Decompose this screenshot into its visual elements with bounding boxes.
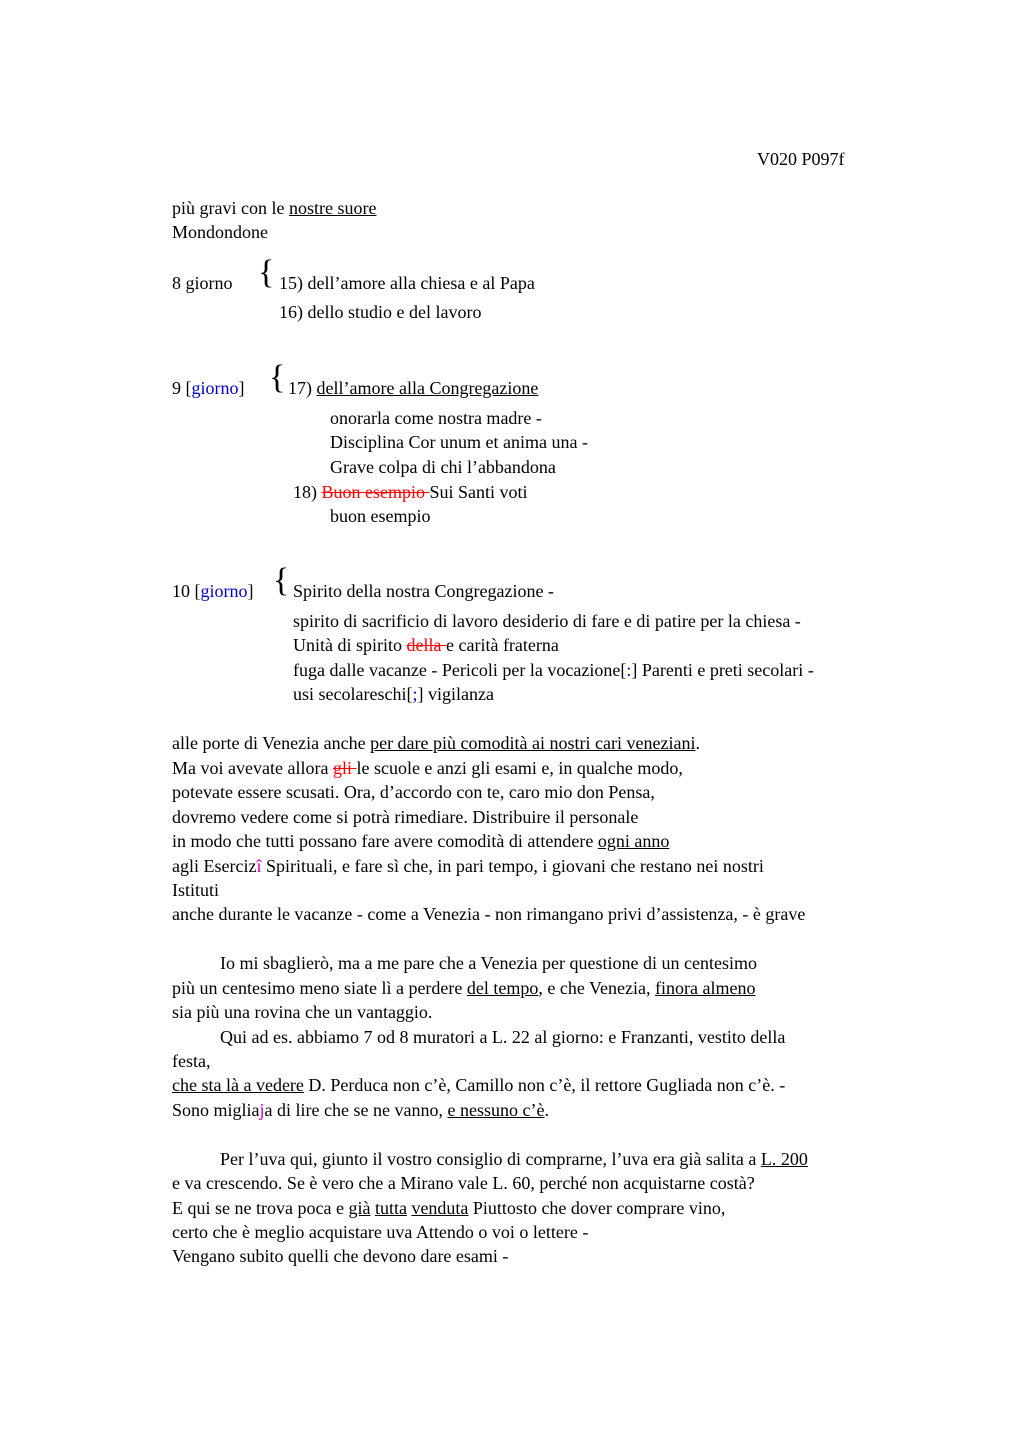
day-8-item-16: 16) dello studio e del lavoro [279, 302, 482, 322]
bracket-close: ] [247, 581, 254, 601]
day-8-item-15: 15) dell’amore alla chiesa e al Papa [279, 273, 535, 293]
editorial-insert: ; [412, 684, 418, 704]
body-line [172, 732, 700, 754]
day-10-line-5 [293, 683, 494, 705]
day-number: 10 [ [172, 581, 201, 601]
intro-line-1 [172, 197, 376, 219]
line-text: agli Esercizî [172, 856, 262, 876]
bracket-close: ] [238, 378, 245, 398]
editorial-insert: giorno [200, 581, 248, 601]
line-text: Unità di spirito [293, 635, 407, 655]
line-text: alle porte di Venezia anche [172, 733, 371, 753]
editorial-insert: giorno [191, 378, 239, 398]
day-9-sub-2: Disciplina Cor unum et anima una - [330, 432, 588, 452]
line-text: in modo che tutti possano fare avere comodità di attendere [172, 831, 598, 851]
deleted-text: della [406, 635, 446, 655]
line-text: Sono miglia [172, 1100, 260, 1120]
brace-icon: { [273, 562, 290, 599]
correction-insert: j [259, 1100, 265, 1120]
day-9-sub-1: onorarla come nostra madre - [330, 408, 542, 428]
underlined-text: già [348, 1198, 371, 1218]
brace-icon: { [269, 359, 286, 396]
body-line: anche durante le vacanze - come a Venezia - non rimangano privi d’assistenza, - è grave [172, 904, 806, 924]
line-text: , e che Venezia, [538, 978, 655, 998]
day-number: 9 [ [172, 378, 192, 398]
day-9-label [172, 377, 245, 399]
body-line: Io mi sbaglierò, ma a me pare che a Venezia per questione di un centesimo [220, 953, 757, 973]
day-9-sub-3: Grave colpa di chi l’abbandona [330, 457, 556, 477]
body-line [220, 1148, 808, 1170]
body-line [172, 1197, 725, 1219]
day-10-label [172, 580, 254, 602]
brace-icon: { [258, 254, 275, 291]
underlined-text: venduta [411, 1198, 469, 1218]
deleted-text: Buon esempio [321, 482, 430, 502]
body-line: Qui ad es. abbiamo 7 od 8 muratori a L. 22 al giorno: e Franzanti, vestito della [220, 1027, 786, 1047]
underlined-text: che sta là a vedere [172, 1075, 304, 1095]
body-line: e va crescendo. Se è vero che a Mirano vale L. 60, perché non acquistarne costà? [172, 1173, 755, 1193]
underlined-text: nostre suore [288, 198, 377, 218]
intro-text: più gravi con le [172, 198, 289, 218]
line-text: a di lire che se ne vanno, [264, 1100, 448, 1120]
correction-insert: î [256, 856, 262, 876]
body-line [172, 757, 683, 779]
underlined-text: tutta [374, 1198, 407, 1218]
line-text: E qui se ne trova poca e [172, 1198, 349, 1218]
body-line: sia più una rovina che un vantaggio. [172, 1002, 433, 1022]
body-line [172, 830, 669, 852]
line-text: . [695, 733, 700, 753]
intro-line-2: Mondondone [172, 222, 268, 242]
line-text: ] vigilanza [417, 684, 494, 704]
underlined-text: per dare più comodità ai nostri cari veneziani [370, 733, 696, 753]
underlined-text: e nessuno c’è [447, 1100, 545, 1120]
item-number: 18) [293, 482, 322, 502]
line-text: Spirituali, e fare sì che, in pari tempo, i giovani che restano nei nostri [261, 856, 764, 876]
item-text: Sui Santi voti [429, 482, 528, 502]
body-line [172, 977, 755, 999]
line-text: fuga dalle vacanze - Pericoli per la vocazione[ [293, 660, 627, 680]
day-9-sub-4: buon esempio [330, 506, 431, 526]
body-line: dovremo vedere come si potrà rimediare. Distribuire il personale [172, 807, 639, 827]
day-10-line-2: spirito di sacrificio di lavoro desiderio di fare e di patire per la chiesa - [293, 611, 801, 631]
deleted-text: gli [332, 758, 357, 778]
day-10-line-1: Spirito della nostra Congregazione - [293, 581, 554, 601]
body-line: potevate essere scusati. Ora, d’accordo con te, caro mio don Pensa, [172, 782, 655, 802]
page-reference: V020 P097f [757, 149, 845, 169]
body-line: Vengano subito quelli che devono dare esami - [172, 1246, 509, 1266]
line-text: Per l’uva qui, giunto il vostro consiglio di comprarne, l’uva era già salita a [220, 1149, 761, 1169]
underlined-text: dell’amore alla Congregazione [316, 378, 539, 398]
day-10-line-3 [293, 634, 559, 656]
day-10-line-4 [293, 659, 814, 681]
line-text: più un centesimo meno siate lì a perdere [172, 978, 467, 998]
day-8-label: 8 giorno [172, 273, 233, 293]
line-text: Ma voi avevate allora [172, 758, 333, 778]
line-text: le scuole e anzi gli esami e, in qualche modo, [356, 758, 683, 778]
underlined-text: ogni anno [597, 831, 670, 851]
underlined-text: del tempo [466, 978, 539, 998]
item-number: 17) [288, 378, 317, 398]
underlined-text: finora almeno [655, 978, 756, 998]
body-line: certo che è meglio acquistare uva Attendo o voi o lettere - [172, 1222, 589, 1242]
editorial-insert: : [626, 660, 632, 680]
body-line [172, 1074, 785, 1096]
line-text: D. Perduca non c’è, Camillo non c’è, il rettore Gugliada non c’è. - [303, 1075, 786, 1095]
line-text: Piuttosto che dover comprare vino, [468, 1198, 726, 1218]
line-text: e carità fraterna [445, 635, 559, 655]
body-line [172, 1099, 549, 1121]
body-line: Istituti [172, 880, 220, 900]
underlined-text: L. 200 [760, 1149, 808, 1169]
day-9-item-18 [293, 481, 528, 503]
line-text: . [544, 1100, 549, 1120]
day-9-item-17 [288, 377, 538, 399]
line-text: ] Parenti e preti secolari - [631, 660, 814, 680]
body-line [172, 855, 764, 877]
body-line: festa, [172, 1051, 211, 1071]
line-text: usi secolareschi[ [293, 684, 413, 704]
